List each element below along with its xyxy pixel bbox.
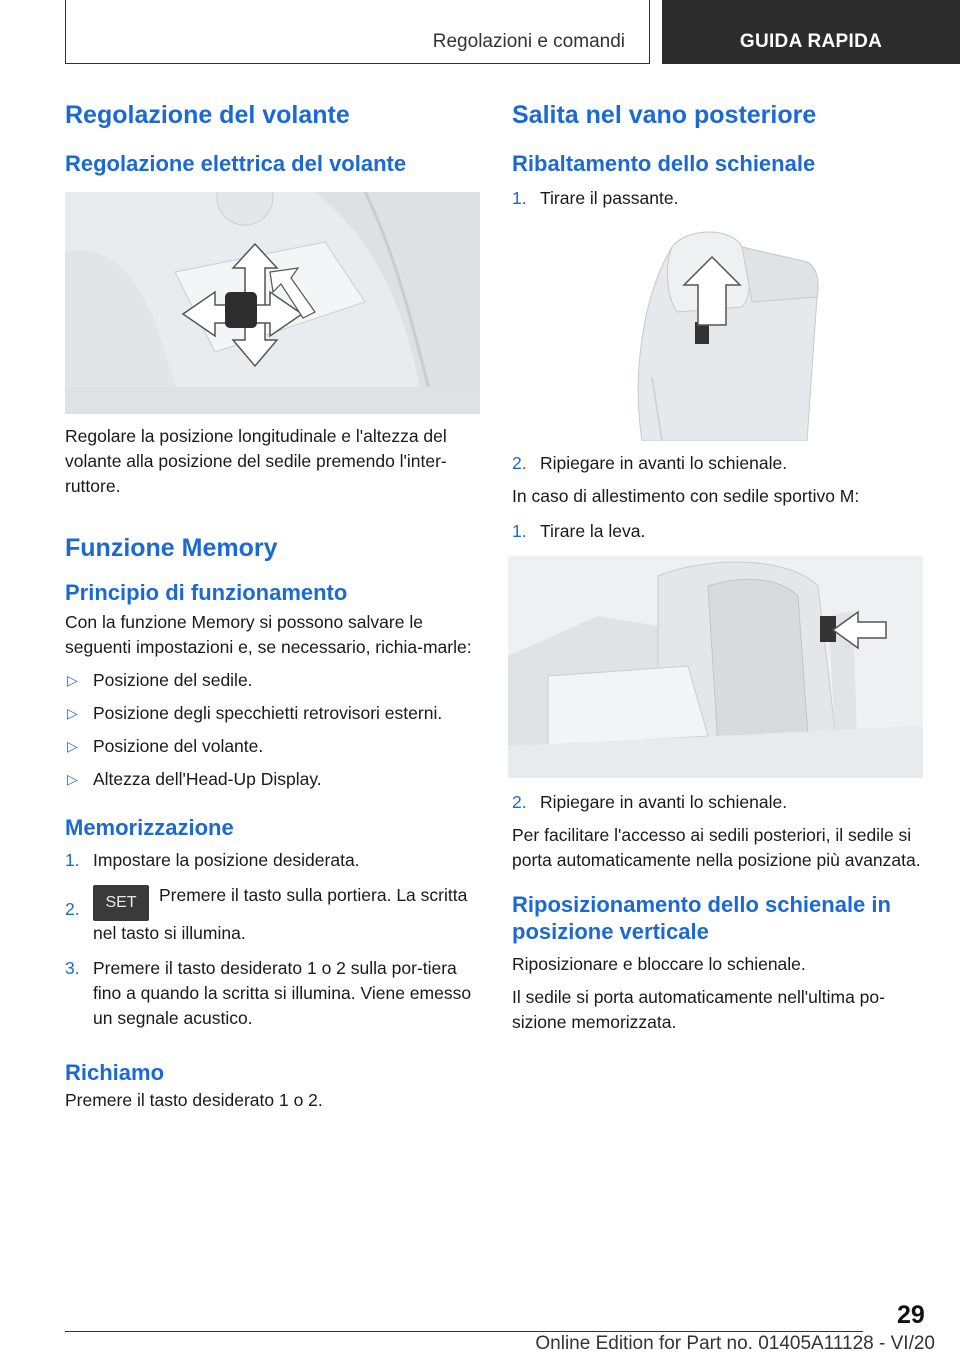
heading-storing: Memorizzazione	[65, 815, 234, 840]
list-item: 2. Ripiegare in avanti lo schienale.	[512, 791, 788, 812]
triangle-bullet-icon: ▷	[67, 672, 78, 688]
recall-text: Premere il tasto desiderato 1 o 2.	[65, 1090, 323, 1110]
footer-edition: Online Edition for Part no. 01405A11128 - VI/20	[535, 1333, 935, 1354]
list-item: 2. SET Premere il tasto sulla portiera. La scritta nel tasto si illumina.	[65, 884, 468, 943]
set-button-icon: SET	[93, 885, 149, 921]
header-section-title: Regolazioni e comandi	[432, 31, 625, 52]
access-text: Per facilitare l'accesso ai sedili posteriori, il sedile si porta automaticamente nella posizione più avanzata.	[512, 824, 921, 870]
list-item: 1. Impostare la posizione desiderata.	[65, 849, 360, 870]
list-item: ▷ Posizione degli specchietti retrovisori esterni.	[65, 701, 480, 726]
sport-seat-lever-illustration	[508, 556, 923, 778]
heading-electric-steering: Regolazione elettrica del volante	[65, 151, 407, 176]
steering-adjust-illustration	[65, 192, 480, 414]
header-tab-label: GUIDA RAPIDA	[739, 31, 883, 52]
upright-text-1: Riposizionare e bloccare lo schienale.	[512, 953, 806, 974]
memory-settings-list	[65, 668, 480, 792]
heading-upright-backrest: Riposizionamento dello schienale in posizione verticale	[512, 891, 891, 944]
footer-divider	[65, 1331, 863, 1332]
right-column	[512, 100, 927, 1035]
store-steps-list	[65, 848, 480, 1031]
fold-steps-a-cont	[512, 451, 927, 476]
list-item: 2. Ripiegare in avanti lo schienale.	[512, 452, 788, 473]
list-item: 3. Premere il tasto desiderato 1 o 2 sulla por-tiera fino a quando la scritta si illumina. Viene emesso un segnale acustico.	[65, 957, 472, 1028]
header-section-box	[65, 0, 650, 64]
heading-rear-entry: Salita nel vano posteriore	[512, 101, 817, 129]
fold-steps-b-cont	[512, 790, 927, 815]
upright-text-2: Il sedile si porta automaticamente nell'ultima po-sizione memorizzata.	[512, 986, 885, 1032]
seat-loop-illustration	[592, 227, 822, 441]
fold-steps-a	[512, 186, 927, 211]
list-item: 1. Tirare il passante.	[512, 187, 679, 208]
header-tab	[662, 0, 960, 64]
list-item: ▷ Posizione del volante.	[65, 734, 480, 759]
list-item: ▷ Posizione del sedile.	[65, 668, 480, 693]
triangle-bullet-icon: ▷	[67, 771, 78, 787]
triangle-bullet-icon: ▷	[67, 705, 78, 721]
heading-recall: Richiamo	[65, 1059, 165, 1085]
left-column	[65, 100, 480, 1113]
triangle-bullet-icon: ▷	[67, 738, 78, 754]
list-item: 1. Tirare la leva.	[512, 520, 646, 541]
page-number: 29	[897, 1301, 925, 1329]
heading-fold-backrest: Ribaltamento dello schienale	[512, 151, 816, 176]
fold-steps-b	[512, 519, 927, 544]
heading-steering-wheel: Regolazione del volante	[65, 101, 350, 129]
heading-memory-function: Funzione Memory	[65, 533, 278, 562]
electric-steering-text: Regolare la posizione longitudinale e l'altezza del volante alla posizione del sedile premendo l'inter-ruttore.	[65, 425, 447, 496]
principle-text: Con la funzione Memory si possono salvare le seguenti impostazioni e, se necessario, richia-marle:	[65, 612, 472, 657]
list-item: ▷ Altezza dell'Head-Up Display.	[65, 767, 480, 792]
heading-operating-principle: Principio di funzionamento	[65, 579, 348, 605]
sport-seat-text: In caso di allestimento con sedile sportivo M:	[512, 485, 860, 506]
